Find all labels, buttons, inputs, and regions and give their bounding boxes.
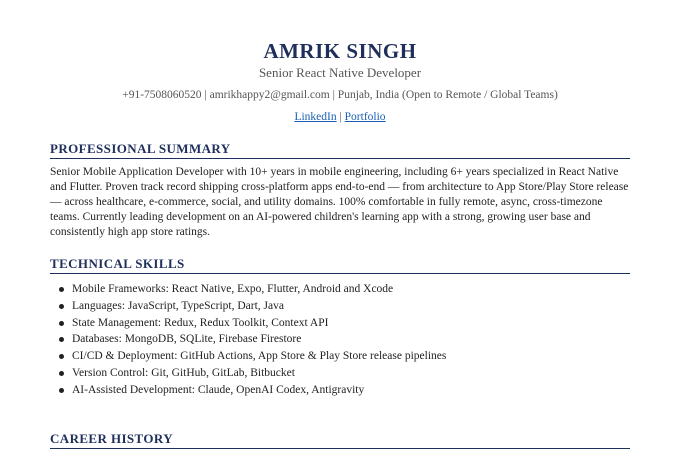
career-history-section <box>50 431 630 449</box>
list-item <box>50 382 630 399</box>
section-heading-career: CAREER HISTORY <box>50 431 630 449</box>
skill-text: Mobile Frameworks: React Native, Expo, Flutter, Android and Xcode <box>72 283 394 295</box>
skill-text: CI/CD & Deployment: GitHub Actions, App Store & Play Store release pipelines <box>72 350 447 363</box>
list-item <box>50 281 630 298</box>
bullet-icon <box>59 321 64 326</box>
portfolio-link[interactable]: Portfolio <box>344 111 386 123</box>
technical-skills-section <box>50 256 630 399</box>
skill-text: Languages: JavaScript, TypeScript, Dart, Java <box>72 299 284 312</box>
phone-number: +91-7508060520 <box>122 89 202 101</box>
contact-separator: | <box>201 89 210 101</box>
list-item <box>50 365 630 382</box>
contact-separator: | <box>329 89 338 101</box>
list-item <box>50 348 630 365</box>
professional-summary-section <box>50 141 630 240</box>
bullet-icon <box>59 354 64 359</box>
candidate-title: Senior React Native Developer <box>258 65 422 80</box>
email-address: amrikhappy2@gmail.com <box>209 89 330 101</box>
skills-list <box>50 281 630 399</box>
skill-text: Version Control: Git, GitHub, GitLab, Bitbucket <box>72 366 295 379</box>
list-item <box>50 331 630 348</box>
skill-text: State Management: Redux, Redux Toolkit, Context API <box>72 316 329 329</box>
location: Punjab, India (Open to Remote / Global Teams) <box>337 89 558 101</box>
contact-line <box>0 88 680 102</box>
resume-header <box>0 38 680 124</box>
skill-text: AI-Assisted Development: Claude, OpenAI Codex, Antigravity <box>72 383 365 396</box>
link-separator: | <box>336 111 345 123</box>
skill-text: Databases: MongoDB, SQLite, Firebase Firestore <box>72 333 302 346</box>
candidate-name: AMRIK SINGH <box>263 39 417 63</box>
linkedin-link[interactable]: LinkedIn <box>294 111 337 123</box>
list-item <box>50 315 630 332</box>
bullet-icon <box>59 304 64 309</box>
bullet-icon <box>59 287 64 292</box>
bullet-icon <box>59 337 64 342</box>
bullet-icon <box>59 371 64 376</box>
section-heading-summary: PROFESSIONAL SUMMARY <box>50 141 630 159</box>
summary-paragraph: Senior Mobile Application Developer with 10+ years in mobile engineering, including 6+ years specialized in React Native and Flutter. Proven track record shipping cross-platform apps end-to-end — from architecture to App Store/Play Store release — across healthcare, e-commerce, social, and utility domains. 100% comfortable in fully remote, async, cross-timezone teams. Currently leading development on an AI-powered children's learning app with a strong, growing user base and consistently high app store ratings. <box>50 166 629 238</box>
bullet-icon <box>59 388 64 393</box>
list-item <box>50 298 630 315</box>
profile-links <box>0 110 680 124</box>
section-heading-skills: TECHNICAL SKILLS <box>50 256 630 274</box>
